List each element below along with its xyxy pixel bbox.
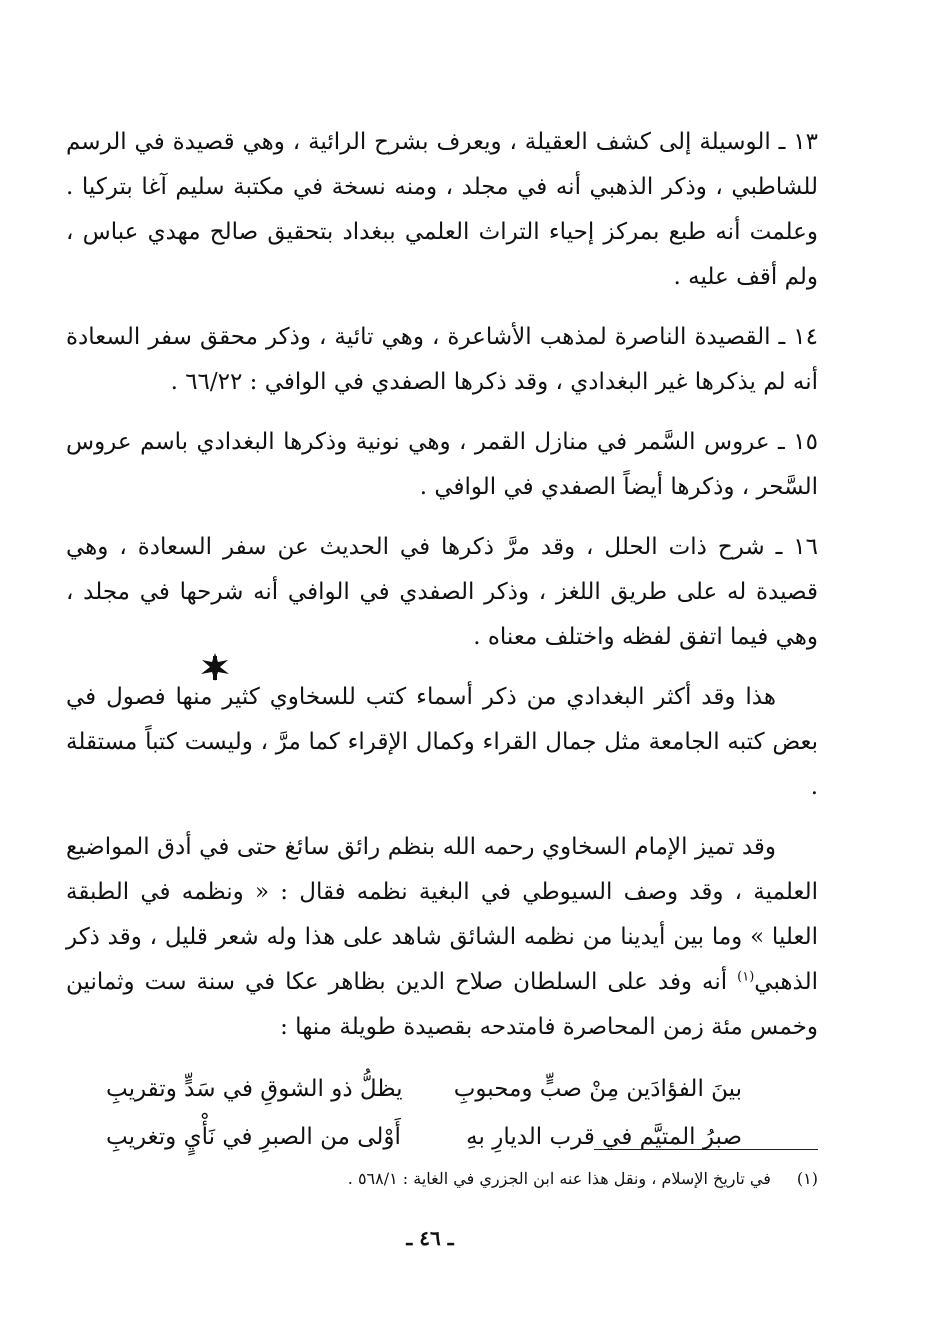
paragraph-summary: هذا وقد أكثر البغدادي من ذكر أسماء كتب للسخاوي كثير منها فصول في بعض كتبه الجامعة مثل جمال القراء وكمال الإقراء كما مرَّ ، وليست كتباً مستقلة .	[66, 684, 818, 800]
poem	[66, 1065, 818, 1161]
verse-first-hemistich: بينَ الفؤادَين مِنْ صبٍّ ومحبوبِ	[453, 1075, 742, 1102]
verse-line	[66, 1113, 818, 1161]
main-text	[66, 120, 818, 1161]
footnote-reference[interactable]: (١)	[737, 969, 755, 985]
verse-second-hemistich: يظلُّ ذو الشوقِ في سَدٍّ وتقريبِ	[106, 1075, 403, 1102]
paragraph-15: ١٥ ـ عروس السَّمر في منازل القمر ، وهي نونية وذكرها البغدادي باسم عروس السَّحر ، وذكرها أيضاً الصفدي في الوافي .	[66, 429, 818, 500]
footnote-divider	[594, 1149, 818, 1150]
page-number: ـ ٤٦ ـ	[406, 1226, 454, 1250]
footnote-number: (١)	[796, 1169, 818, 1188]
poetry-intro-after: أنه وفد على السلطان صلاح الدين بظاهر عكا في سنة ست وثمانين وخمس مئة زمن المحاصرة فامتدحه بقصيدة طويلة منها :	[66, 969, 818, 1040]
footnote	[300, 1166, 818, 1192]
paragraph-poetry-intro	[66, 825, 818, 1050]
paragraph-13: ١٣ ـ الوسيلة إلى كشف العقيلة ، ويعرف بشرح الرائية ، وهي قصيدة في الرسم للشاطبي ، وذكر الذهبي أنه في مجلد ، ومنه نسخة في مكتبة سليم آغا بتركيا . وعلمت أنه طبع بمركز إحياء التراث العلمي ببغداد بتحقيق صالح مهدي عباس ، ولم أقف عليه .	[66, 129, 818, 290]
footnote-text: في تاريخ الإسلام ، ونقل هذا عنه ابن الجزري في الغاية : ٥٦٨/١ .	[347, 1169, 771, 1188]
verse-second-hemistich: أَوْلى من الصبرِ في نَأْيٍ وتغريبِ	[106, 1123, 401, 1150]
verse-line	[66, 1065, 818, 1113]
verse-first-hemistich: صبرُ المتيَّم في قرب الديارِ بهِ	[466, 1123, 742, 1150]
poetry-intro-before: وقد تميز الإمام السخاوي رحمه الله بنظم رائق سائغ حتى في أدق المواضيع العلمية ، وقد وصف السيوطي في البغية نظمه فقال : « ونظمه في الطبقة العليا » وما بين أيدينا من نظمه الشائق شاهد على هذا وله شعر قليل ، وقد ذكر الذهبي	[66, 834, 818, 995]
paragraph-16: ١٦ ـ شرح ذات الحلل ، وقد مرَّ ذكرها في الحديث عن سفر السعادة ، وهي قصيدة له على طريق اللغز ، وذكر الصفدي في الوافي أنه شرحها في مجلد ، وهي فيما اتفق لفظه واختلف معناه .	[66, 534, 818, 650]
ink-blot-ornament-icon	[198, 650, 232, 684]
paragraph-14: ١٤ ـ القصيدة الناصرة لمذهب الأشاعرة ، وهي تائية ، وذكر محقق سفر السعادة أنه لم يذكرها غير البغدادي ، وقد ذكرها الصفدي في الوافي : ٦٦/٢٢ .	[66, 324, 818, 395]
